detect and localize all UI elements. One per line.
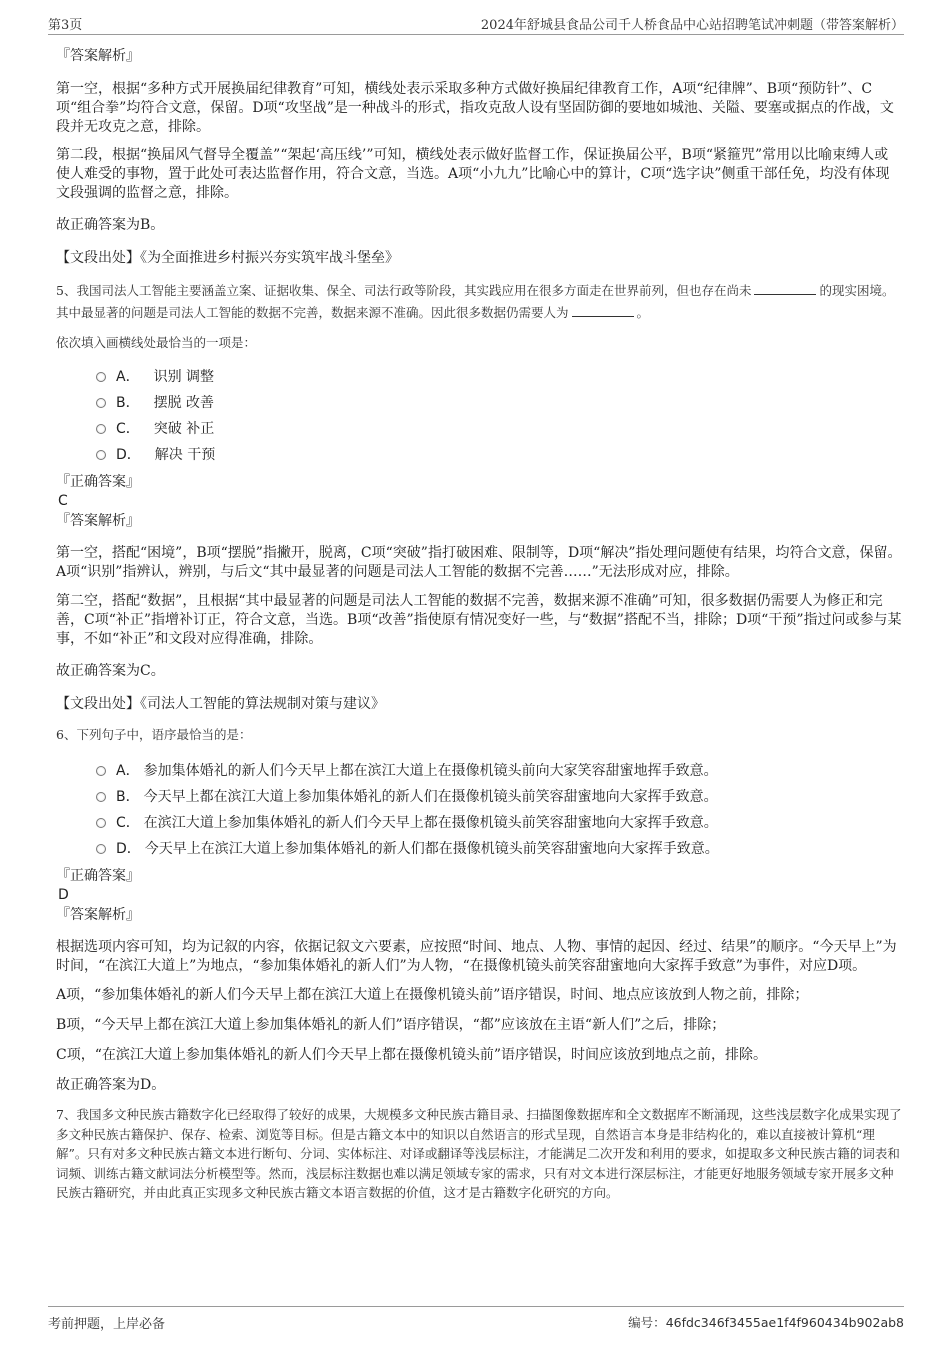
radio-icon[interactable] xyxy=(96,372,106,382)
q5-option-c[interactable] xyxy=(96,416,902,442)
option-text: 在滨江大道上参加集体婚礼的新人们今天早上都在摄像机镜头前笑容甜蜜地向大家挥手致意。 xyxy=(143,815,718,831)
radio-icon[interactable] xyxy=(96,818,106,828)
option-text: 突破 补正 xyxy=(153,421,215,437)
radio-icon[interactable] xyxy=(96,424,106,434)
q6-question: 6、下列句子中，语序最恰当的是： xyxy=(56,727,252,742)
page-number: 第3页 xyxy=(48,18,83,33)
option-key: C． xyxy=(116,421,140,437)
q5-prompt: 依次填入画横线处最恰当的一项是： xyxy=(56,335,257,350)
option-text: 识别 调整 xyxy=(153,369,215,385)
q5-correct-answer: C xyxy=(58,493,68,509)
document-code xyxy=(628,1313,904,1331)
footer-slogan: 考前押题，上岸必备 xyxy=(48,1317,166,1332)
q6-analysis-tag: 『答案解析』 xyxy=(56,907,140,923)
q4-analysis-para1: 第一空，根据“多种方式开展换届纪律教育”可知，横线处表示采取多种方式做好换届纪律教育工作，A项“纪律牌”、B项“预防针”、C项“组合拳”均符合文意，保留。D项“攻坚战”是一种战斗的形式，指攻克敌人设有坚固防御的要地如城池、关隘、要塞或据点的作战，文段并无攻克之意，排除。 xyxy=(56,81,894,135)
radio-icon[interactable] xyxy=(96,766,106,776)
q5-text-part1: 5、我国司法人工智能主要涵盖立案、证据收集、保全、司法行政等阶段，其实践应用在很多方面走在世界前列，但也存在尚未 xyxy=(56,283,752,298)
q6-option-a[interactable] xyxy=(96,758,902,784)
radio-icon[interactable] xyxy=(96,844,106,854)
code-label: 编号： xyxy=(628,1315,666,1330)
q5-option-a[interactable] xyxy=(96,364,902,390)
q6-analysis-para4: C项，“在滨江大道上参加集体婚礼的新人们今天早上都在摄像机镜头前”语序错误，时间应该放到地点之前，排除。 xyxy=(56,1047,768,1063)
code-value: 46fdc346f3455ae1f4f960434b902ab8 xyxy=(665,1315,904,1330)
q6-analysis-para2: A项，“参加集体婚礼的新人们今天早上都在滨江大道上在摄像机镜头前”语序错误，时间、地点应该放到人物之前，排除； xyxy=(56,987,809,1003)
q5-correct-tag: 『正确答案』 xyxy=(56,474,140,490)
q6-correct-tag: 『正确答案』 xyxy=(56,868,140,884)
option-text: 今天早上在滨江大道上参加集体婚礼的新人们都在摄像机镜头前笑容甜蜜地向大家挥手致意。 xyxy=(144,841,719,857)
option-text: 今天早上都在滨江大道上参加集体婚礼的新人们在摄像机镜头前笑容甜蜜地向大家挥手致意。 xyxy=(143,789,718,805)
q5-option-d[interactable] xyxy=(96,442,902,468)
option-key: D． xyxy=(116,841,141,857)
radio-icon[interactable] xyxy=(96,450,106,460)
q5-blank-2 xyxy=(572,304,634,317)
radio-icon[interactable] xyxy=(96,792,106,802)
q4-analysis-para2: 第二段，根据“换届风气督导全覆盖”“架起‘高压线’”可知，横线处表示做好监督工作，保证换届公平，B项“紧箍咒”常用以比喻束缚人或使人难受的事物，置于此处可表达监督作用，符合文意，当选。A项“小九九”比喻心中的算计，C项“选字诀”侧重干部任免，均没有体现文段强调的监督之意，排除。 xyxy=(56,147,890,201)
q7-question: 7、我国多文种民族古籍数字化已经取得了较好的成果，大规模多文种民族古籍目录、扫描图像数据库和全文数据库不断涌现，这些浅层数字化成果实现了多文种民族古籍保护、保存、检索、浏览等目标。但是古籍文本中的知识以自然语言的形式呈现，自然语言本身是非结构化的，难以直接被计算机“理解”。只有对多文种民族古籍文本进行断句、分词、实体标注、对译或翻译等浅层标注，才能满足二次开发和利用的要求，如提取多文种民族古籍的词表和词频、训练古籍文献词法分析模型等。然而，浅层标注数据也难以满足领域专家的需求，只有对文本进行深层标注，才能更好地服务领域专家开展多文种民族古籍研究，并由此真正实现多文种民族古籍文本语言数据的价值，这才是古籍数字化研究的方向。 xyxy=(56,1107,902,1200)
q6-analysis-para1: 根据选项内容可知，均为记叙的内容，依据记叙文六要素，应按照“时间、地点、人物、事情的起因、经过、结果”的顺序。“今天早上”为时间，“在滨江大道上”为地点，“参加集体婚礼的新人们”为人物，“在摄像机镜头前笑容甜蜜地向大家挥手致意”为事件，对应D项。 xyxy=(56,939,897,974)
q5-question xyxy=(56,280,902,324)
option-text: 参加集体婚礼的新人们今天早上都在滨江大道上在摄像机镜头前向大家笑容甜蜜地挥手致意。 xyxy=(143,763,718,779)
q5-analysis-tag: 『答案解析』 xyxy=(56,513,140,529)
q5-conclusion: 故正确答案为C。 xyxy=(56,663,165,679)
q6-option-c[interactable] xyxy=(96,810,902,836)
option-key: B． xyxy=(116,789,140,805)
option-key: C． xyxy=(116,815,140,831)
page-header xyxy=(48,14,904,35)
q4-conclusion: 故正确答案为B。 xyxy=(56,217,165,233)
option-key: A． xyxy=(116,763,140,779)
q6-analysis-para3: B项，“今天早上都在滨江大道上参加集体婚礼的新人们”语序错误，“都”应该放在主语“新人们”之后，排除； xyxy=(56,1017,726,1033)
q5-analysis-para1: 第一空，搭配“困境”，B项“摆脱”指撇开，脱离，C项“突破”指打破困难、限制等，D项“解决”指处理问题使有结果，均符合文意，保留。A项“识别”指辨认，辨别，与后文“其中最显著的问题是司法人工智能的数据不完善……”无法形成对应，排除。 xyxy=(56,545,902,580)
q5-blank-1 xyxy=(754,282,816,295)
option-key: A． xyxy=(116,369,140,385)
q5-options xyxy=(96,364,902,468)
q6-correct-answer: D xyxy=(58,887,69,903)
q5-text-part3: 。 xyxy=(636,305,650,320)
option-text: 解决 干预 xyxy=(154,447,216,463)
q6-conclusion: 故正确答案为D。 xyxy=(56,1077,166,1093)
q4-analysis-tag: 『答案解析』 xyxy=(56,48,140,64)
q5-text-part2: 的现实困境。其中最显著的问题是司法人工智能的数据不完善，数据来源不准确。因此很多数据仍需要人为 xyxy=(56,283,895,320)
page-content xyxy=(56,46,902,1203)
q6-options xyxy=(96,758,902,862)
option-text: 摆脱 改善 xyxy=(153,395,215,411)
page-footer xyxy=(48,1306,904,1335)
q5-analysis-para2: 第二空，搭配“数据”，且根据“其中最显著的问题是司法人工智能的数据不完善，数据来源不准确”可知，很多数据仍需要人为修正和完善，C项“补正”指增补订正，符合文意，当选。B项“改善”指使原有情况变好一些，与“数据”搭配不当，排除；D项“干预”指过问或参与某事，不如“补正”和文段对应得准确，排除。 xyxy=(56,593,902,647)
document-title: 2024年舒城县食品公司千人桥食品中心站招聘笔试冲刺题（带答案解析） xyxy=(480,18,904,33)
q6-option-b[interactable] xyxy=(96,784,902,810)
q5-source: 【文段出处】《司法人工智能的算法规制对策与建议》 xyxy=(56,696,385,712)
radio-icon[interactable] xyxy=(96,398,106,408)
q5-option-b[interactable] xyxy=(96,390,902,416)
q6-option-d[interactable] xyxy=(96,836,902,862)
q4-source: 【文段出处】《为全面推进乡村振兴夯实筑牢战斗堡垒》 xyxy=(56,250,399,266)
option-key: D． xyxy=(116,447,141,463)
option-key: B． xyxy=(116,395,140,411)
